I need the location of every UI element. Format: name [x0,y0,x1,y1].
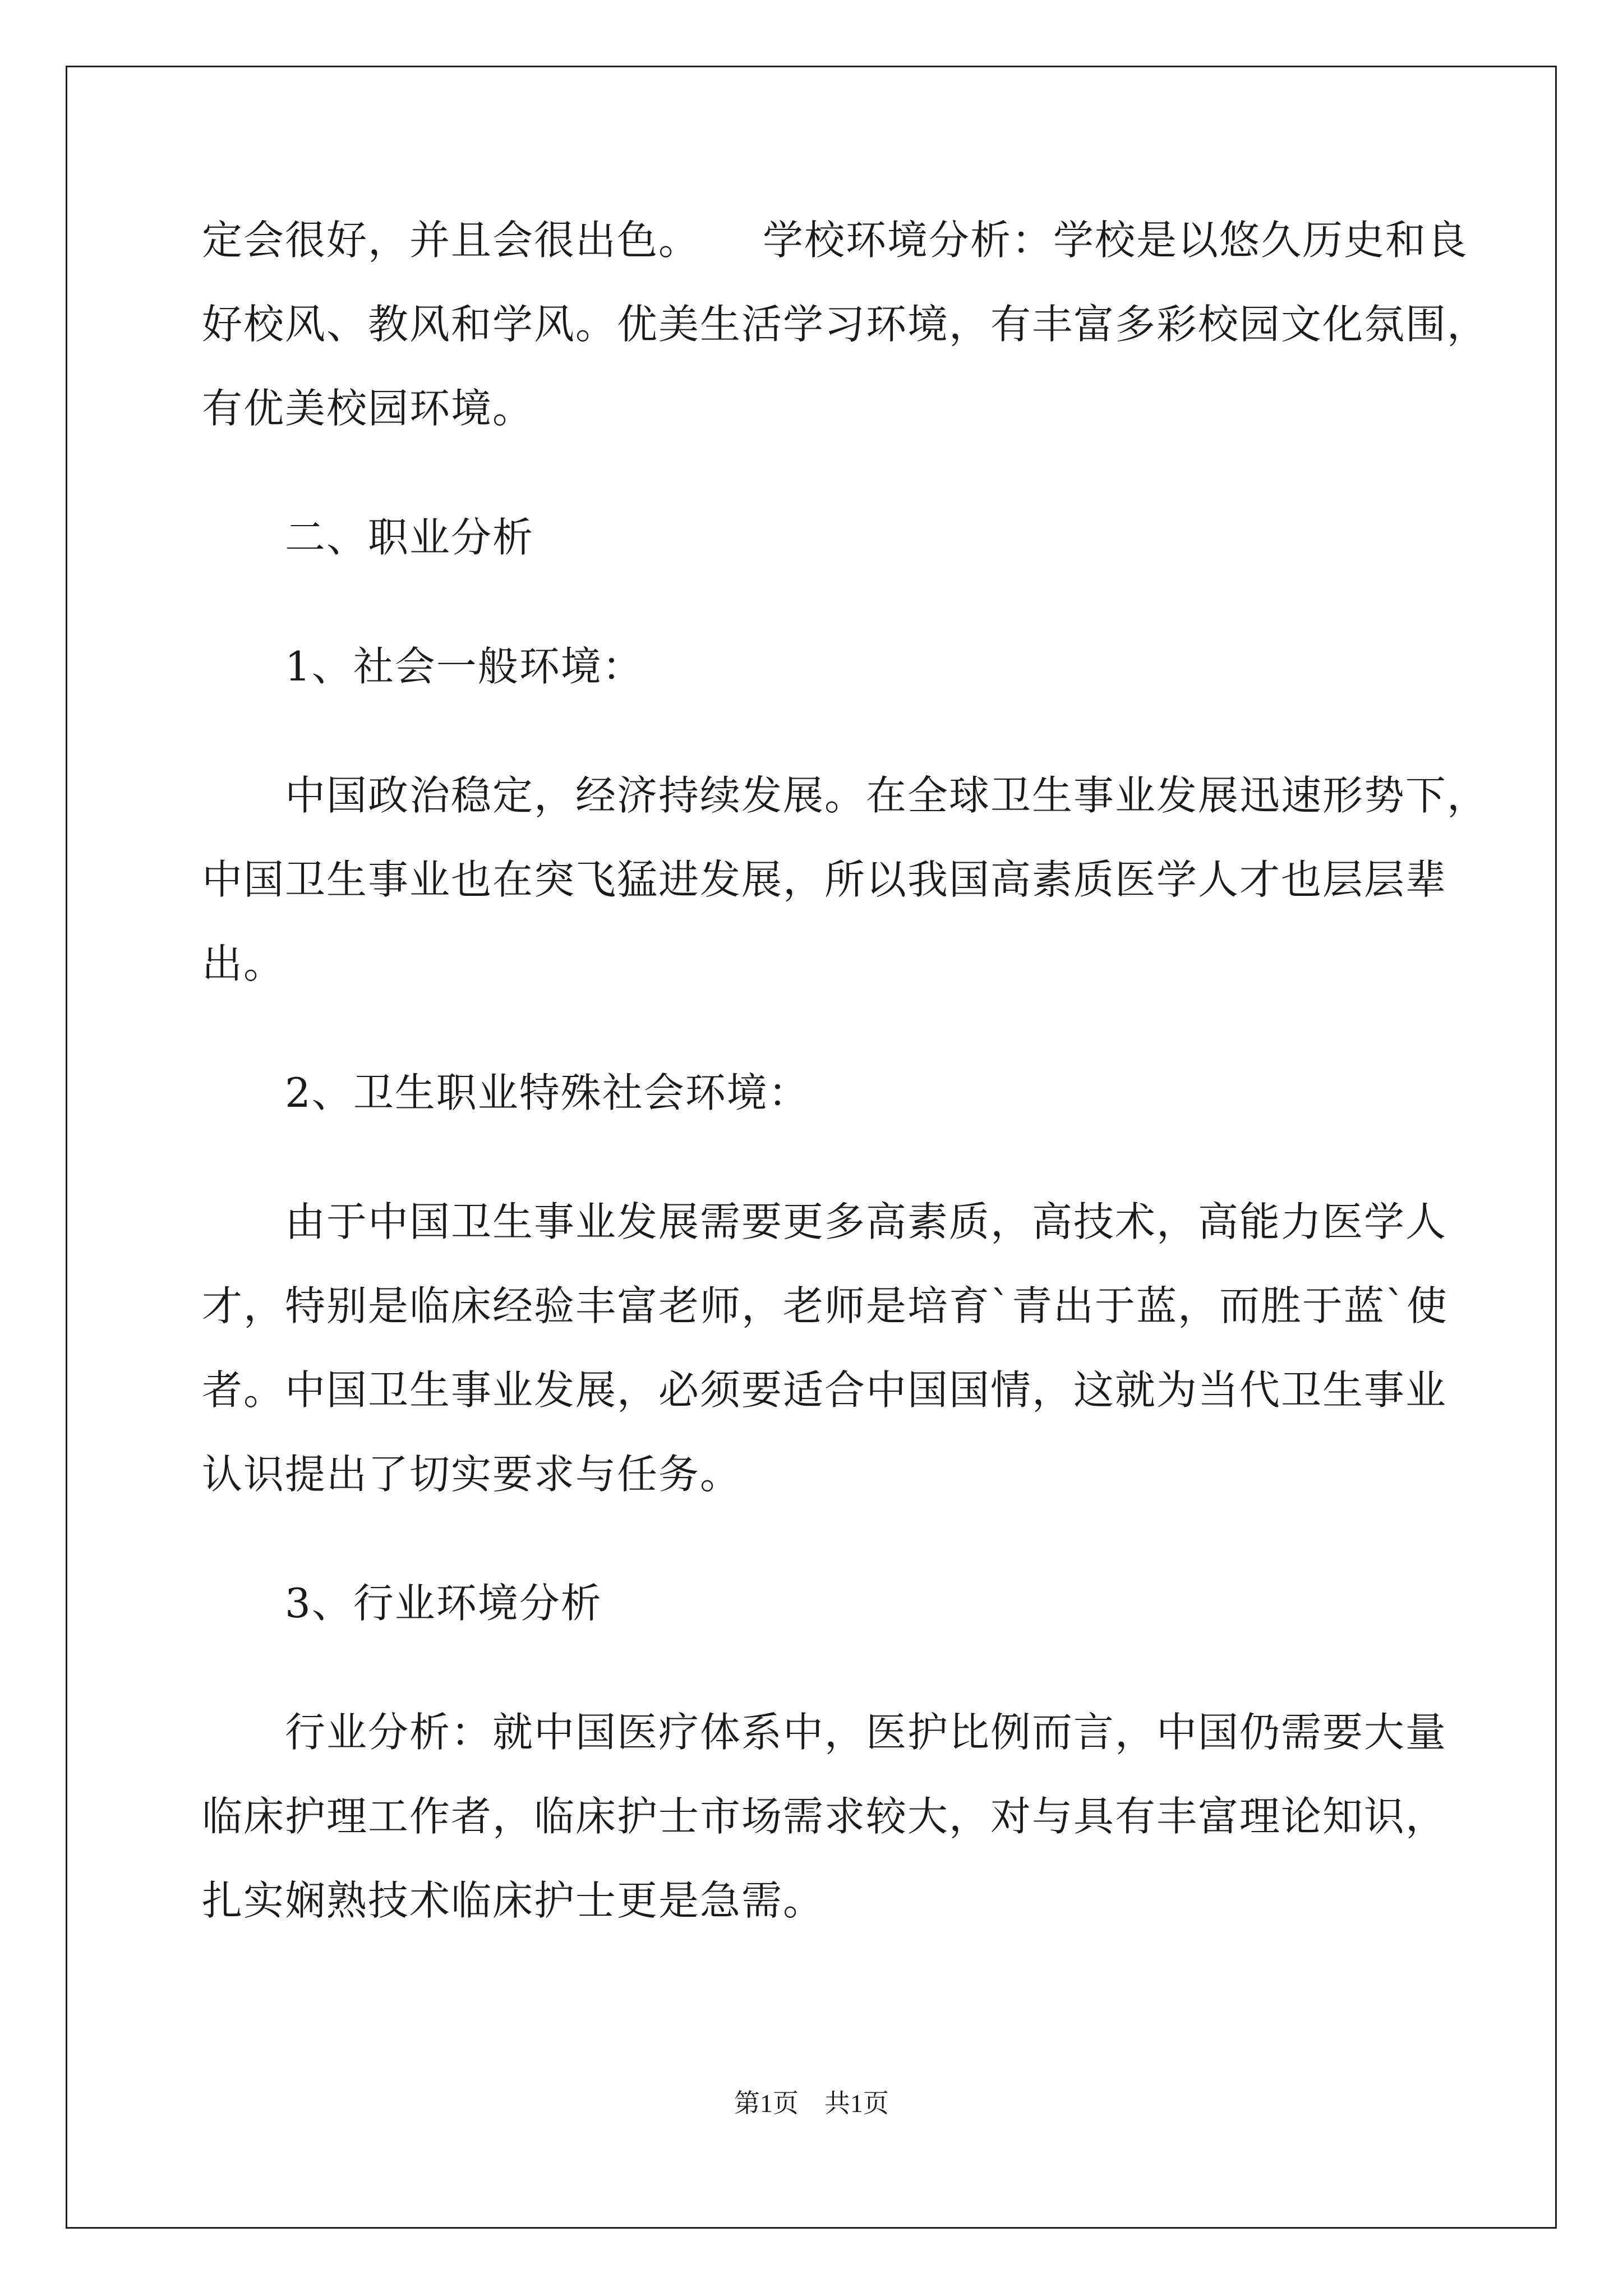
text-line: 出。 [202,940,285,987]
text-line: 临床护理工作者，临床护士市场需求较大，对与具有丰富理论知识， [202,1793,1447,1840]
text-line: 者。中国卫生事业发展，必须要适合中国国情，这就为当代卫生事业 [202,1366,1447,1414]
text-line: 好校风、教风和学风。优美生活学习环境，有丰富多彩校园文化氛围， [202,301,1489,348]
text-line: 认识提出了切实要求与任务。 [202,1451,742,1498]
subsection-heading: 2、卫生职业特殊社会环境： [202,1069,810,1116]
text-line: 行业分析：就中国医疗体系中，医护比例而言，中国仍需要大量 [202,1709,1447,1756]
text-line: 中国卫生事业也在突飞猛进发展，所以我国高素质医学人才也层层辈 [202,856,1447,903]
page-footer: 第1页 共1页 [734,2089,889,2118]
subsection-heading: 1、社会一般环境： [202,643,644,690]
text-line: 才，特别是临床经验丰富老师，老师是培育`青出于蓝，而胜于蓝`使 [202,1282,1449,1329]
subsection-heading: 3、行业环境分析 [202,1580,602,1627]
text-line: 扎实娴熟技术临床护士更是急需。 [202,1877,825,1924]
text-line: 由于中国卫生事业发展需要更多高素质，高技术，高能力医学人 [202,1198,1447,1245]
section-heading: 二、职业分析 [202,514,534,561]
text-line: 中国政治稳定，经济持续发展。在全球卫生事业发展迅速形势下， [202,772,1489,819]
text-line: 定会很好，并且会很出色。 学校环境分析：学校是以悠久历史和良 [202,217,1469,264]
text-line: 有优美校园环境。 [202,385,534,432]
